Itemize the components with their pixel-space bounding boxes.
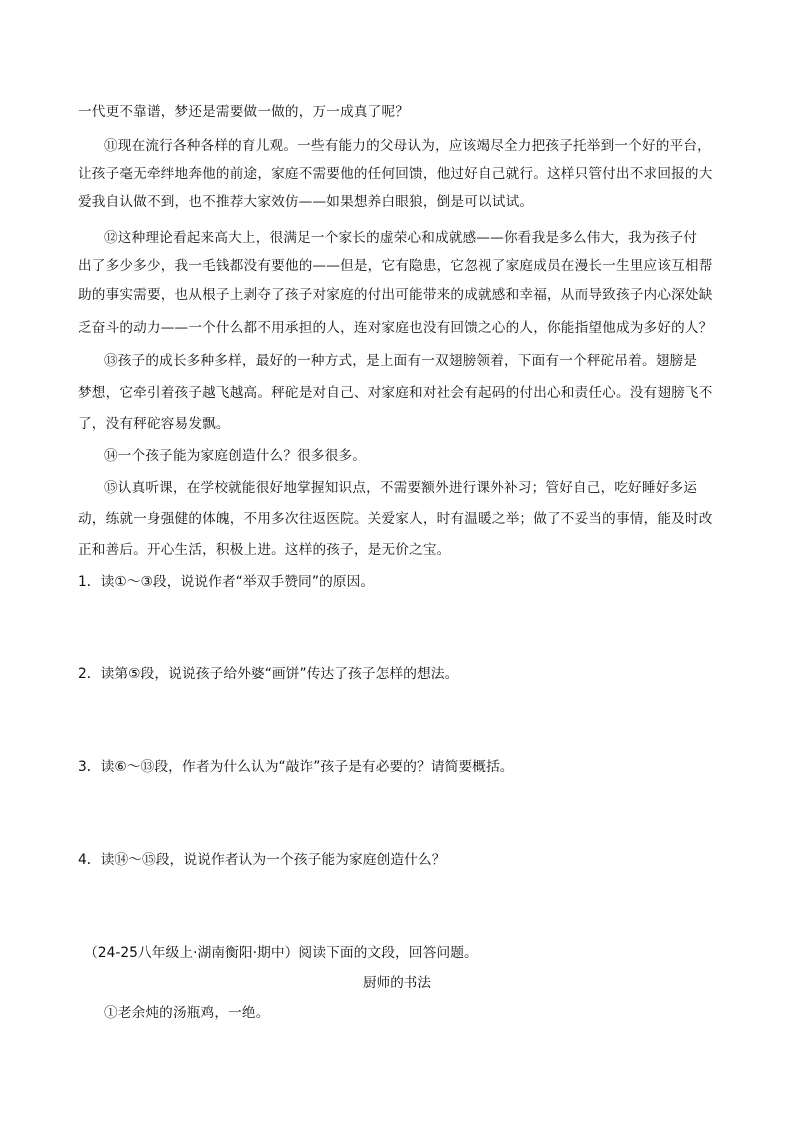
passage-line: 助的事实需要，也从根子上剥夺了孩子对家庭的付出可能带来的成就感和幸福，从而导致孩子内心深处缺 [78,287,713,303]
next-section-first-line: ①老余炖的汤瓶鸡，一绝。 [104,1005,270,1021]
question-4: 4．读⑭～⑮段，说说作者认为一个孩子能为家庭创造什么？ [78,852,446,868]
passage-paragraph-15: ⑮认真听课，在学校就能很好地掌握知识点，不需要额外进行课外补习；管好自己，吃好睡好多运 [104,480,698,496]
passage-line: 乏奋斗的动力——一个什么都不用承担的人，连对家庭也没有回馈之心的人，你能指望他成为多好的人？ [78,320,713,336]
question-2: 2．读第⑤段，说说孩子给外婆“画饼”传达了孩子怎样的想法。 [78,666,459,682]
passage-line: 梦想，它牵引着孩子越飞越高。秤砣是对自己、对家庭和对社会有起码的付出心和责任心。没有翅膀飞不 [78,385,713,401]
passage-paragraph-13: ⑬孩子的成长多种多样，最好的一种方式，是上面有一双翅膀领着，下面有一个秤砣吊着。翅膀是 [104,353,698,369]
passage-paragraph-12: ⑫这种理论看起来高大上，很满足一个家长的虚荣心和成就感——你看我是多么伟大，我为孩子付 [104,230,698,246]
passage-line: 让孩子毫无牵绊地奔他的前途，家庭不需要他的任何回馈，他过好自己就行。这样只管付出不求回报的大 [78,166,713,182]
passage-line: 爱我自认做不到，也不推荐大家效仿——如果想养白眼狼，倒是可以试试。 [78,194,534,210]
next-section-title: 厨师的书法 [363,975,431,991]
passage-line: 一代更不靠谱，梦还是需要做一做的，万一成真了呢？ [78,104,410,120]
passage-line: 了，没有秤砣容易发飘。 [78,416,230,432]
passage-line: 正和善后。开心生活，积极上进。这样的孩子，是无价之宝。 [78,542,451,558]
passage-line: 动，练就一身强健的体魄，不用多次往返医院。关爱家人，时有温暖之举；做了不妥当的事情，能及时改 [78,511,713,527]
question-1: 1．读①～③段，说说作者“举双手赞同”的原因。 [78,574,375,590]
next-section-source: （24-25八年级上·湖南衡阳·期中）阅读下面的文段，回答问题。 [84,945,478,961]
passage-line: 出了多少多少，我一毛钱都没有要他的——但是，它有隐患，它忽视了家庭成员在漫长一生里应该互相帮 [78,258,713,274]
passage-paragraph-14: ⑭一个孩子能为家庭创造什么？很多很多。 [104,448,367,464]
question-3: 3．读⑥～⑬段，作者为什么认为“敲诈”孩子是有必要的？请简要概括。 [78,759,514,775]
passage-paragraph-11: ⑪现在流行各种各样的育儿观。一些有能力的父母认为，应该竭尽全力把孩子托举到一个好的平台， [104,138,711,154]
